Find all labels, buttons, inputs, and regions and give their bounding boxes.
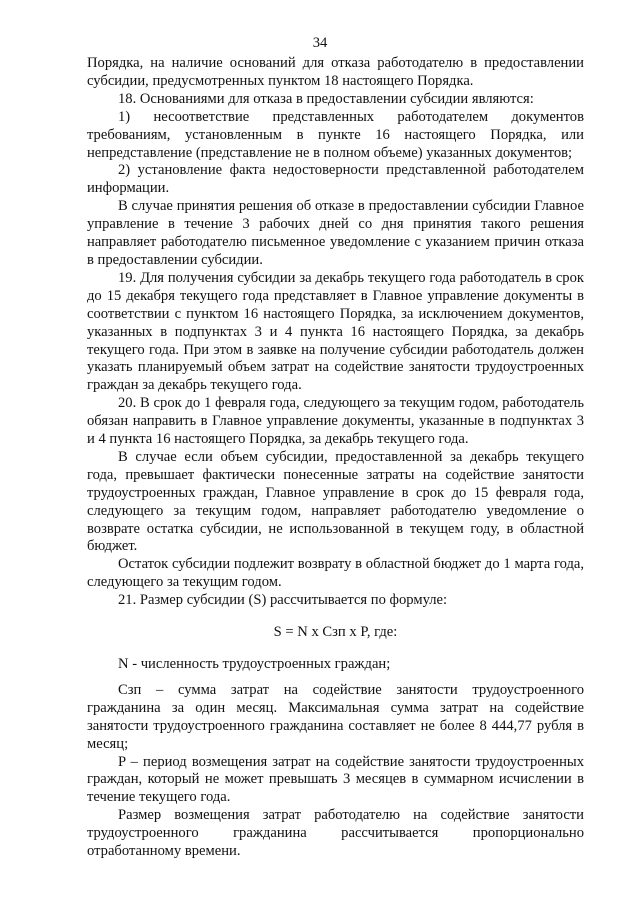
- document-body: [87, 55, 584, 861]
- paragraph-refusal-notice: В случае принятия решения об отказе в предоставлении субсидии Главное управление в течение 3 рабочих дней со дня принятия такого решения направляет работодателю письменное уведомление с указанием причин отказа в предоставлении субсидии.: [87, 198, 584, 268]
- paragraph-18-item-2: 2) установление факта недостоверности представленной работодателем информации.: [87, 162, 584, 197]
- paragraph-18: 18. Основаниями для отказа в предоставлении субсидии являются:: [118, 90, 534, 107]
- paragraph-19: 19. Для получения субсидии за декабрь текущего года работодатель в срок до 15 декабря текущего года представляет в Главное управление документы в соответствии с пунктом 16 настоящего Порядка, за исключением документов, указанных в подпунктах 3 и 4 пункта 16 настоящего Порядка, за декабрь текущего года. При этом в заявке на получение субсидии работодатель должен указать планируемый объем затрат на содействие занятости трудоустроенных граждан за декабрь текущего года.: [87, 269, 584, 394]
- paragraph-remainder-return: Остаток субсидии подлежит возврату в областной бюджет до 1 марта года, следующего за текущим годом.: [87, 556, 584, 591]
- paragraph-subsidy-excess: В случае если объем субсидии, предоставленной за декабрь текущего года, превышает фактически понесенные затраты на содействие занятости трудоустроенных граждан, Главное управление в срок до 15 февраля года, следующего за текущим годом, направляет работодателю уведомление о возврате остатка субсидии, не использованной в текущем году, в областной бюджет.: [87, 448, 584, 555]
- paragraph-18-item-1: 1) несоответствие представленных работодателем документов требованиям, установленным в пункте 16 настоящего Порядка, или непредставление (представление не в полном объеме) указанных документов;: [87, 108, 584, 161]
- paragraph-continuation: Порядка, на наличие оснований для отказа работодателю в предоставлении субсидии, предусмотренных пунктом 18 настоящего Порядка.: [87, 55, 584, 89]
- definition-n: N - численность трудоустроенных граждан;: [118, 656, 391, 672]
- subsidy-formula: S = N x Сзп x P, где:: [273, 624, 398, 641]
- page-number: 34: [312, 35, 328, 51]
- paragraph-21: 21. Размер субсидии (S) рассчитывается по формуле:: [118, 592, 448, 609]
- paragraph-20: 20. В срок до 1 февраля года, следующего за текущим годом, работодатель обязан направить в Главное управление документы, указанные в подпунктах 3 и 4 пункта 16 настоящего Порядка, за декабрь текущего года.: [87, 395, 584, 448]
- definition-szp: Сзп – сумма затрат на содействие занятости трудоустроенного гражданина за один месяц. Максимальная сумма затрат на содействие занятости трудоустроенного гражданина составляет не более 8 444,77 рубля в месяц;: [87, 681, 584, 752]
- definition-p: P – период возмещения затрат на содействие занятости трудоустроенных граждан, который не может превышать 3 месяцев в суммарном исчислении в течение текущего года.: [87, 753, 584, 806]
- paragraph-proportional-reimbursement: Размер возмещения затрат работодателю на содействие занятости трудоустроенного гражданина рассчитывается пропорционально отработанному времени.: [87, 807, 584, 860]
